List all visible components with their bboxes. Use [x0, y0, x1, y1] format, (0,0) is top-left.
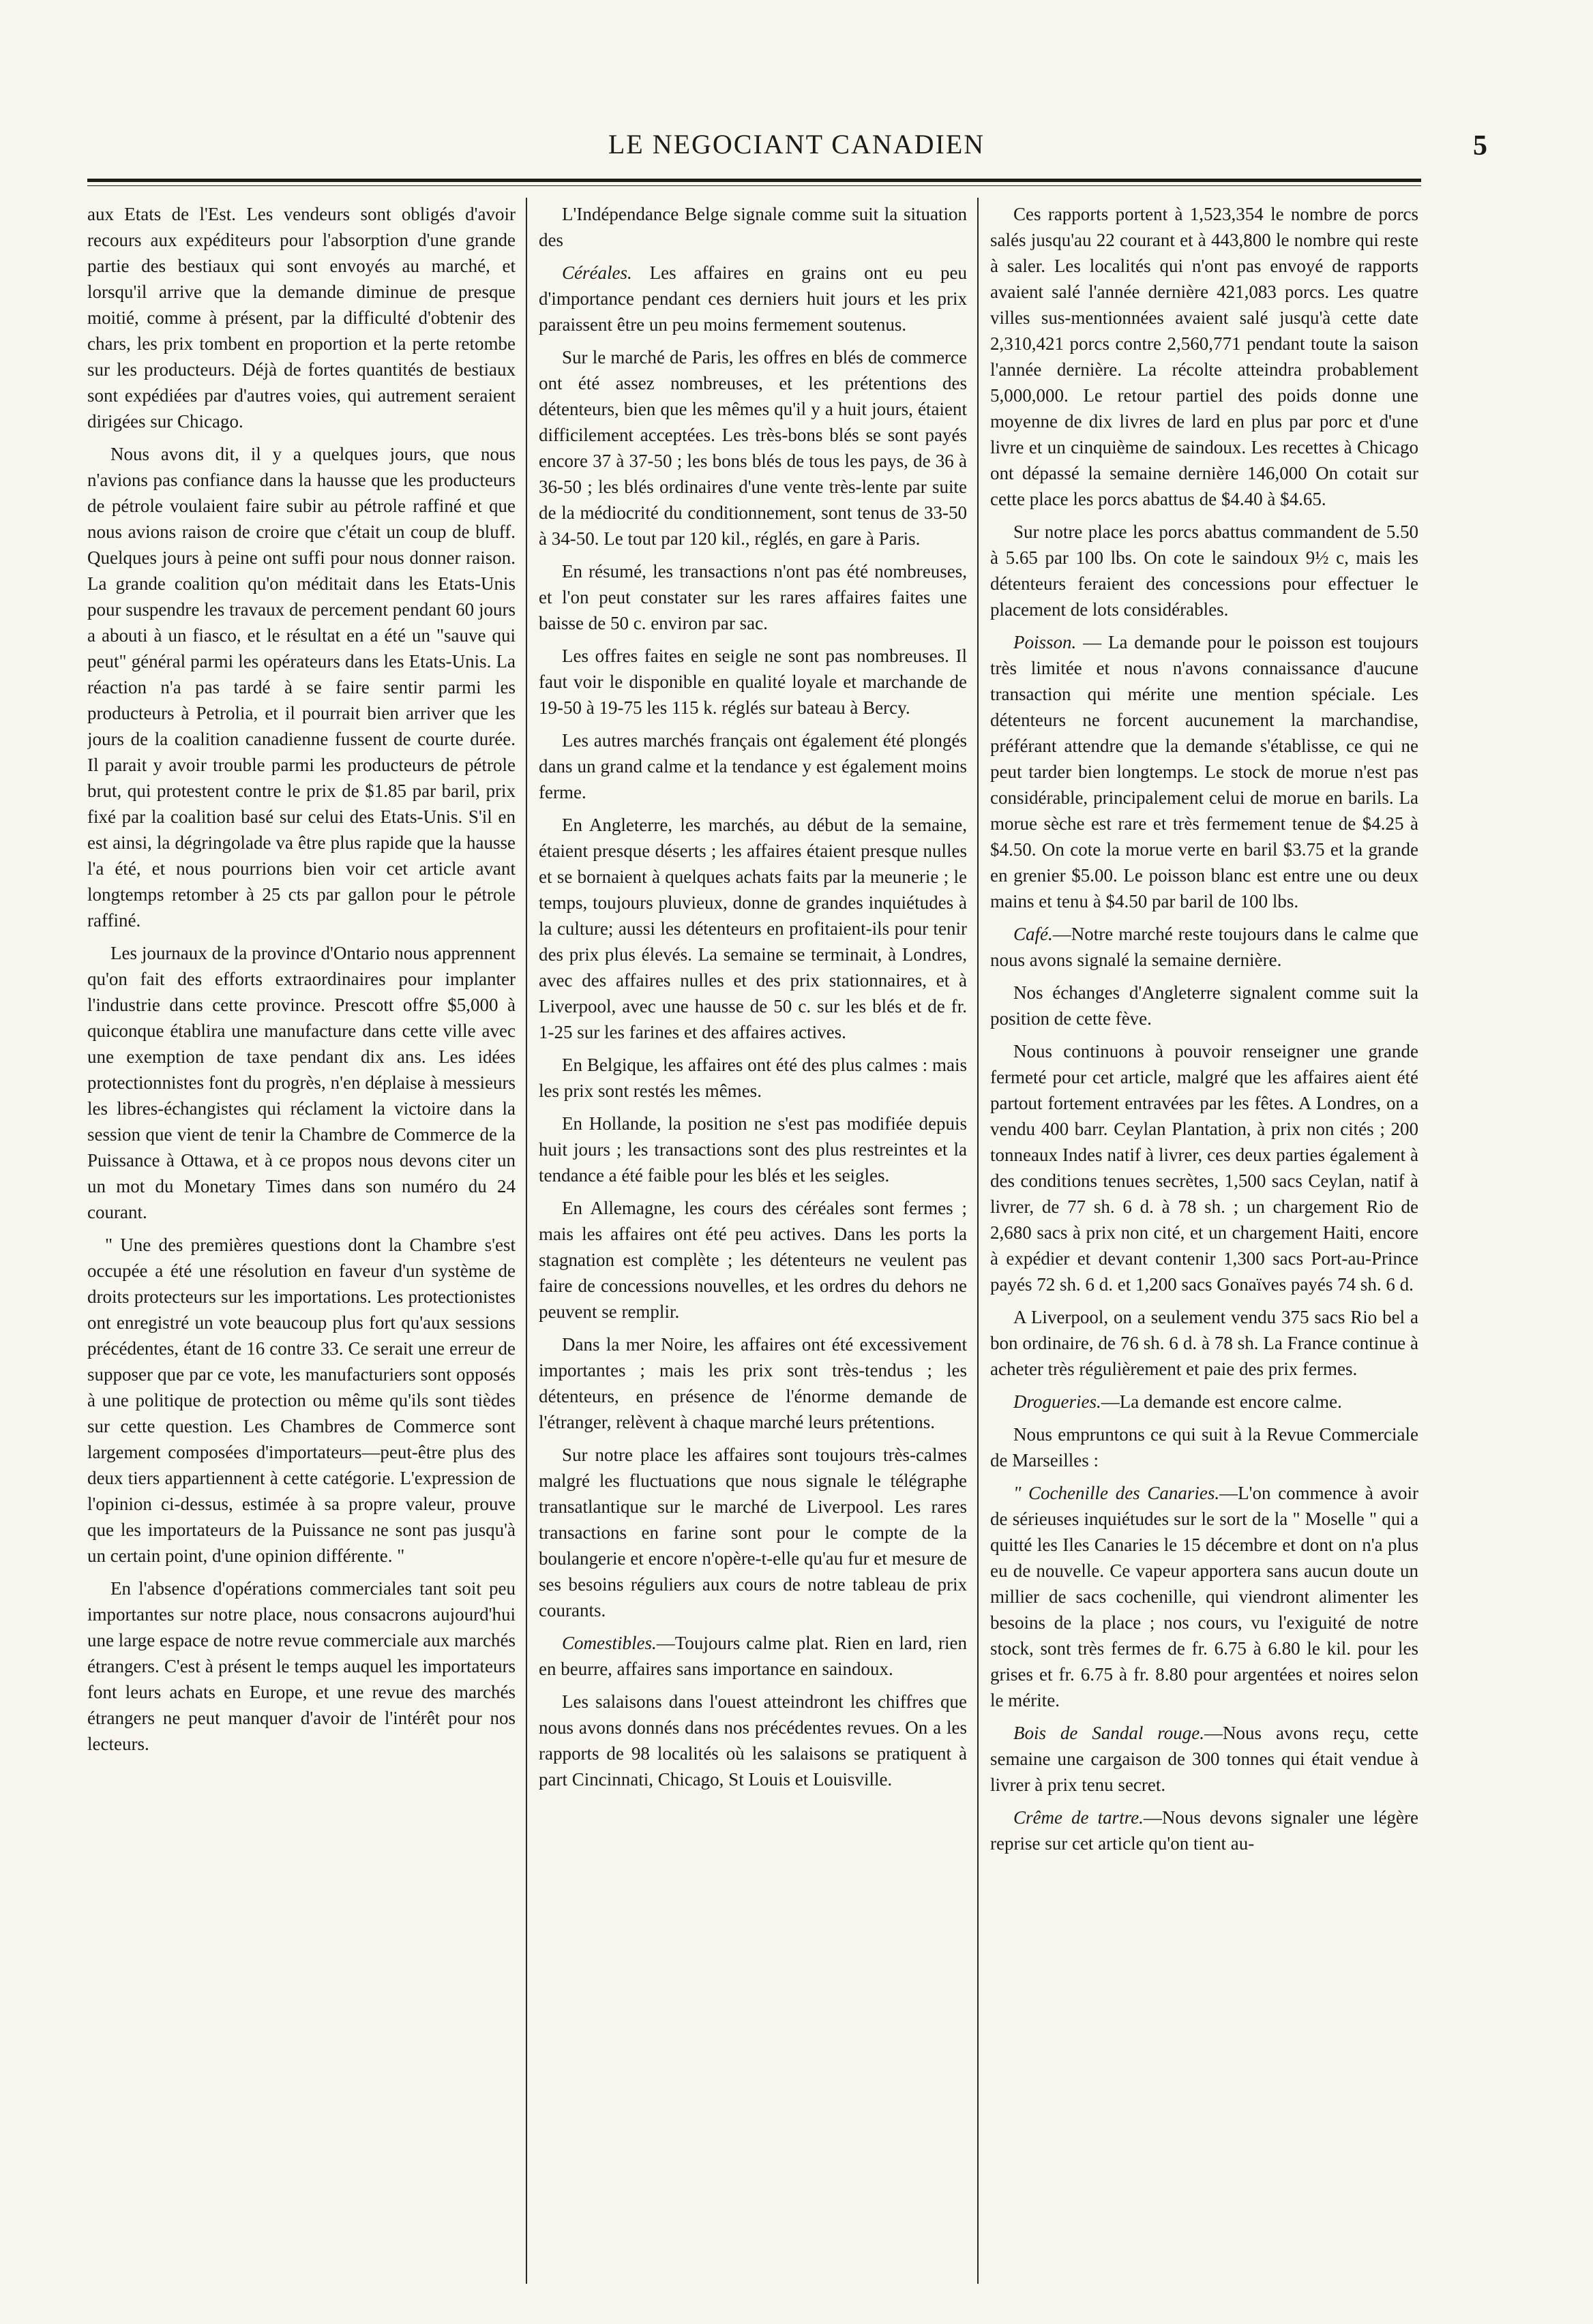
- article-paragraph: [990, 201, 1418, 512]
- paragraph-text: En l'absence d'opérations commerciales tant soit peu importantes sur notre place, nous consacrons aujourd'hui une large espace de notre revue commerciale aux marchés étrangers. C'est à présent le temps auquel les importateurs font leurs achats en Europe, et une revue des marchés étrangers ne peut manquer d'avoir de l'intérêt pour nos lecteurs.: [87, 1578, 516, 1754]
- text-column-2: [539, 201, 967, 2274]
- paragraph-text: Dans la mer Noire, les affaires ont été excessivement importantes ; mais les prix sont très-tendus ; les détenteurs, en présence de l'énorme demande de l'étranger, relèvent à chaque marché leurs prétentions.: [539, 1334, 967, 1432]
- article-paragraph: [87, 1232, 516, 1569]
- paragraph-text: Les autres marchés français ont également été plongés dans un grand calme et la tendance y est également moins ferme.: [539, 730, 967, 802]
- article-paragraph: [539, 727, 967, 805]
- header-rule: [87, 179, 1421, 182]
- paragraph-text: —L'on commence à avoir de sérieuses inquiétudes sur le sort de la " Moselle " qui a quitté les Iles Canaries le 15 décembre et dont on n'a plus eu de nouvelle. Ce vapeur apportera sans aucun doute un millier de sacs cochenille, qui viendront alimenter les besoins de la place ; nos cours, vu l'exiguité de notre stock, sont très fermes de fr. 6.75 à 6.80 le kil. pour les grises et fr. 6.75 à fr. 8.80 pour argentées et noires selon le mérite.: [990, 1483, 1418, 1710]
- article-paragraph: [87, 940, 516, 1225]
- text-column-3: [990, 201, 1418, 2274]
- article-paragraph: [990, 921, 1418, 973]
- paragraph-text: L'Indépendance Belge signale comme suit la situation des: [539, 204, 967, 250]
- article-paragraph: [990, 629, 1418, 914]
- paragraph-text: Les salaisons dans l'ouest atteindront les chiffres que nous avons donnés dans nos précédentes revues. On a les rapports de 98 localités où les salaisons se pratiquent à part Cincinnati, Chicago, St Louis et Louisville.: [539, 1691, 967, 1790]
- paragraph-text: —Nous avons reçu, cette semaine une cargaison de 300 tonnes qui était vendue à livrer à prix tenu secret.: [990, 1723, 1418, 1795]
- paragraph-text: —La demande est encore calme.: [1101, 1391, 1342, 1412]
- paragraph-text: —Nous devons signaler une légère reprise sur cet article qu'on tient au-: [990, 1807, 1418, 1854]
- paragraph-text: Les journaux de la province d'Ontario nous apprennent qu'on fait des efforts extraordinaires pour implanter l'industrie dans cette province. Prescott offre $5,000 à quiconque établira une manufacture dans cette ville avec une exemption de taxe pendant dix ans. Les idées protectionnistes font du progrès, n'en déplaise à messieurs les libres-échangistes qui réclament la victoire dans la session que vient de tenir la Chambre de Commerce de la Puissance à Ottawa, et à ce propos nous devons citer un un mot du Monetary Times dans son numéro du 24 courant.: [87, 943, 516, 1222]
- article-paragraph: [990, 1480, 1418, 1713]
- article-paragraph: [990, 1389, 1418, 1415]
- paragraph-text: Les affaires en grains ont eu peu d'importance pendant ces derniers huit jours et les prix paraissent être un peu moins fermement soutenus.: [539, 262, 967, 335]
- article-paragraph: [990, 519, 1418, 622]
- article-paragraph: [539, 1442, 967, 1623]
- article-paragraph: [539, 1689, 967, 1792]
- article-paragraph: [990, 1304, 1418, 1382]
- article-paragraph: [87, 441, 516, 933]
- running-head-title: LE NEGOCIANT CANADIEN: [608, 129, 985, 160]
- section-lead-heading: " Cochenille des Canaries.: [1013, 1483, 1220, 1503]
- paragraph-text: En Angleterre, les marchés, au début de la semaine, étaient presque déserts ; les affaires étaient presque nulles et se bornaient à quelques achats faits par la meunerie ; le temps, toujours pluvieux, donne de grandes inquiétudes à la culture; aussi les détenteurs en profitaient-ils pour tenir des prix plus élevés. La semaine se terminait, à Londres, avec des affaires nulles et des prix stationnaires, et à Liverpool, avec une hausse de 50 c. sur les blés et de fr. 1-25 sur les farines et des affaires actives.: [539, 815, 967, 1042]
- article-paragraph: [539, 643, 967, 721]
- article-paragraph: [990, 1720, 1418, 1798]
- paragraph-text: Nous avons dit, il y a quelques jours, que nous n'avions pas confiance dans la hausse que les producteurs de pétrole voulaient faire subir au pétrole raffiné et que nous avions raison de croire que c'était un coup de bluff. Quelques jours à peine ont suffi pour nous donner raison. La grande coalition qu'on méditait dans les Etats-Unis pour suspendre les travaux de percement pendant 60 jours a abouti à un fiasco, et le résultat en a été un "sauve qui peut" général parmi les opérateurs dans les Etats-Unis. La réaction n'a pas tardé à se faire sentir parmi les producteurs à Petrolia, et il pourrait bien arriver que les jours de la coalition canadienne fussent de courte durée. Il parait y avoir trouble parmi les producteurs de pétrole brut, qui protestent contre le prix de $1.85 par baril, prix fixé par la coalition basé sur celui des Etats-Unis. S'il en est ainsi, la dégringolade va être plus rapide que la hausse l'a été, et nous pourrions bien voir cet article avant longtemps retomber à 25 cts par gallon pour le pétrole raffiné.: [87, 444, 516, 931]
- article-paragraph: [990, 1805, 1418, 1856]
- section-lead-heading: Drogueries.: [1013, 1391, 1101, 1412]
- section-lead-heading: Comestibles.: [562, 1633, 657, 1653]
- section-lead-heading: Bois de Sandal rouge.: [1013, 1723, 1205, 1743]
- article-paragraph: [539, 344, 967, 552]
- paragraph-text: Nous empruntons ce qui suit à la Revue Commerciale de Marseilles :: [990, 1424, 1418, 1470]
- header-rule-thin: [87, 185, 1421, 186]
- text-column-1: [87, 201, 516, 2274]
- section-lead-heading: Crême de tartre.: [1013, 1807, 1144, 1828]
- article-paragraph: [539, 1195, 967, 1325]
- paragraph-text: Ces rapports portent à 1,523,354 le nombre de porcs salés jusqu'au 22 courant et à 443,800 le nombre qui reste à saler. Les localités qui n'ont pas envoyé de rapports avaient salé l'année dernière 421,083 porcs. Les quatre villes sus-mentionnées avaient salé jusqu'à cette date 2,310,421 porcs contre 2,560,771 pendant toute la saison l'année dernière. La récolte atteindra probablement 5,000,000. Le retour partiel des poids donne une moyenne de dix livres de lard en plus par porc et d'une livre et un cinquième de saindoux. Les recettes à Chicago ont dépassé la semaine dernière 146,000 On cotait sur cette place les porcs abattus de $4.40 à $4.65.: [990, 204, 1418, 509]
- paragraph-text: Nos échanges d'Angleterre signalent comme suit la position de cette fève.: [990, 982, 1418, 1029]
- article-paragraph: [539, 1111, 967, 1188]
- article-paragraph: [990, 1038, 1418, 1297]
- paragraph-text: En résumé, les transactions n'ont pas été nombreuses, et l'on peut constater sur les rares affaires faites une baisse de 50 c. environ par sac.: [539, 561, 967, 633]
- column-divider: [526, 198, 527, 2284]
- paragraph-text: " Une des premières questions dont la Chambre s'est occupée a été une résolution en faveur d'un système de droits protecteurs sur les importations. Les protectionistes ont enregistré un vote beaucoup plus fort qu'aux sessions précédentes, étant de 16 contre 33. Ce serait une erreur de supposer que par ce vote, les manufacturiers sont opposés à une politique de protection ou même qu'ils sont tièdes sur cette question. Les Chambres de Commerce sont largement composées d'importateurs—peut-être plus des deux tiers appartiennent à cette catégorie. L'expression de l'opinion ci-dessus, estimée à sa propre valeur, prouve que les importateurs de la Puissance ne sont pas jusqu'à un certain point, d'une opinion différente. ": [87, 1235, 516, 1566]
- article-paragraph: [539, 812, 967, 1045]
- article-paragraph: [539, 1331, 967, 1435]
- paragraph-text: En Belgique, les affaires ont été des plus calmes : mais les prix sont restés les mêmes.: [539, 1055, 967, 1101]
- article-paragraph: [990, 980, 1418, 1031]
- article-paragraph: [539, 558, 967, 636]
- section-lead-heading: Céréales.: [562, 262, 632, 283]
- paragraph-text: —Notre marché reste toujours dans le calme que nous avons signalé la semaine dernière.: [990, 924, 1418, 970]
- article-paragraph: [990, 1421, 1418, 1473]
- paragraph-text: —Toujours calme plat. Rien en lard, rien en beurre, affaires sans importance en saindoux.: [539, 1633, 967, 1679]
- paragraph-text: Nous continuons à pouvoir renseigner une grande fermeté pour cet article, malgré que les affaires aient été partout fortement entravées par les fêtes. A Londres, on a vendu 400 barr. Ceylan Plantation, à prix non cités ; 200 tonneaux Indes natif à livrer, ces deux parties également à des conditions tenues secrètes, 1,500 sacs Ceylan, natif à livrer, de 77 sh. 6 d. à 78 sh. ; un chargement Rio de 2,680 sacs à prix non cité, et un chargement Haiti, encore à expédier et devant contenir 1,300 sacs Port-au-Prince payés 72 sh. 6 d. et 1,200 sacs Gonaïves payés 74 sh. 6 d.: [990, 1041, 1418, 1295]
- section-lead-heading: Poisson.: [1013, 632, 1077, 652]
- article-paragraph: [539, 201, 967, 253]
- article-paragraph: [87, 201, 516, 434]
- page-number: 5: [1473, 130, 1487, 162]
- paragraph-text: Sur notre place les affaires sont toujours très-calmes malgré les fluctuations que nous signale le télégraphe transatlantique sur le marché de Liverpool. Les rares transactions en farine sont pour le compte de la boulangerie et encore n'opère-t-elle qu'au fur et mesure de ses besoins réguliers aux cours de notre tableau de prix courants.: [539, 1445, 967, 1620]
- paragraph-text: En Hollande, la position ne s'est pas modifiée depuis huit jours ; les transactions sont des plus restreintes et la tendance a été faible pour les blés et les seigles.: [539, 1113, 967, 1186]
- article-paragraph: [539, 1052, 967, 1104]
- paragraph-text: Les offres faites en seigle ne sont pas nombreuses. Il faut voir le disponible en qualité loyale et marchande de 19-50 à 19-75 les 115 k. réglés sur bateau à Bercy.: [539, 646, 967, 718]
- paragraph-text: A Liverpool, on a seulement vendu 375 sacs Rio bel a bon ordinaire, de 76 sh. 6 d. à 78 sh. La France continue à acheter très régulièrement et paie des prix fermes.: [990, 1307, 1418, 1379]
- article-paragraph: [87, 1575, 516, 1757]
- article-paragraph: [539, 1630, 967, 1682]
- paragraph-text: aux Etats de l'Est. Les vendeurs sont obligés d'avoir recours aux expéditeurs pour l'absorption d'une grande partie des bestiaux qui sont envoyés au marché, et lorsqu'il arrive que la demande diminue de presque moitié, comme à présent, par la difficulté d'obtenir des chars, les prix tombent en proportion et la perte retombe sur les producteurs. Déjà de fortes quantités de bestiaux sont expédiées par d'autres voies, qui autrement seraient dirigées sur Chicago.: [87, 204, 516, 432]
- article-paragraph: [539, 260, 967, 337]
- column-divider: [977, 198, 979, 2284]
- paragraph-text: Sur le marché de Paris, les offres en blés de commerce ont été assez nombreuses, et les prétentions des détenteurs, bien que les mêmes qu'il y a huit jours, étaient difficilement acceptées. Les très-bons blés se sont payés encore 37 à 37-50 ; les bons blés de tous les pays, de 36 à 36-50 ; les blés ordinaires d'une vente très-lente par suite de la médiocrité du conditionnement, sont tenus de 33-50 à 34-50. Le tout par 120 kil., réglés, en gare à Paris.: [539, 347, 967, 549]
- paragraph-text: — La demande pour le poisson est toujours très limitée et nous n'avons connaissance d'aucune transaction qui mérite une mention spéciale. Les détenteurs ne forcent aucunement la marchandise, préférant attendre que la demande s'établisse, ce qui ne peut tarder bien longtemps. Le stock de morue n'est pas considérable, principalement celui de morue en barils. La morue sèche est rare et très fermement tenue de $4.25 à $4.50. On cote la morue verte en baril $3.75 et la grande en grenier $5.00. Le poisson blanc est entre une ou deux mains et tenu à $4.50 par baril de 100 lbs.: [990, 632, 1418, 911]
- section-lead-heading: Café.: [1013, 924, 1053, 944]
- paragraph-text: En Allemagne, les cours des céréales sont fermes ; mais les affaires ont été peu actives. Dans les ports la stagnation est complète ; les détenteurs ne veulent pas faire de concessions nouvelles, et les ordres du dehors ne peuvent se remplir.: [539, 1198, 967, 1322]
- paragraph-text: Sur notre place les porcs abattus commandent de 5.50 à 5.65 par 100 lbs. On cote le saindoux 9½ c, mais les détenteurs feraient des concessions pour effectuer le placement de lots considérables.: [990, 522, 1418, 620]
